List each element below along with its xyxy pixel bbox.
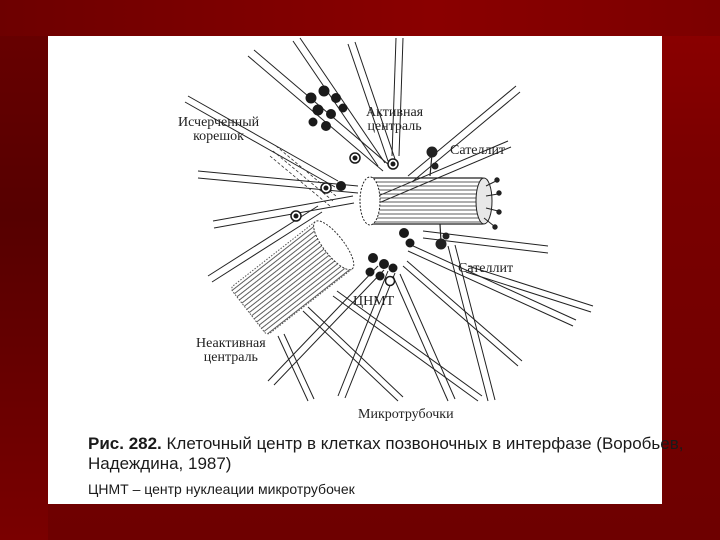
- background-dark-band: [0, 0, 48, 540]
- figure-number: Рис. 282.: [88, 434, 162, 453]
- figure-caption: [88, 434, 684, 498]
- striated-rootlet: [270, 146, 336, 206]
- caption-abbreviation: ЦНМТ – центр нуклеации микротрубочек: [88, 481, 355, 497]
- microtubule: [278, 334, 314, 401]
- microtubule: [392, 38, 403, 156]
- satellite-bottom: [436, 224, 449, 249]
- caption-text-line1: Клеточный центр в клетках позвоночных в интерфазе (Воробьев,: [166, 434, 684, 453]
- label-striated-rootlet: Исчерченный корешок: [178, 115, 260, 144]
- label-inactive-centriole: Неактивная централь: [196, 336, 266, 365]
- microtubule: [393, 274, 455, 401]
- active-centriole: [360, 177, 492, 225]
- microtubule: [198, 171, 358, 193]
- label-satellite-top: Сателлит: [450, 143, 506, 158]
- background-top-band: [0, 0, 720, 36]
- label-microtubules: Микротрубочки: [358, 407, 454, 422]
- slide-content: [48, 36, 684, 504]
- microtubule: [303, 307, 403, 401]
- inactive-centriole: [230, 215, 360, 335]
- microtubule: [408, 245, 576, 326]
- label-satellite-bottom: Сателлит: [458, 261, 514, 276]
- microtubule: [408, 86, 520, 182]
- caption-text-line2: Надеждина, 1987): [88, 454, 232, 473]
- microtubule: [403, 261, 522, 366]
- label-mtoc: ЦНМТ: [353, 294, 395, 309]
- label-active-centriole: Активная централь: [366, 105, 424, 134]
